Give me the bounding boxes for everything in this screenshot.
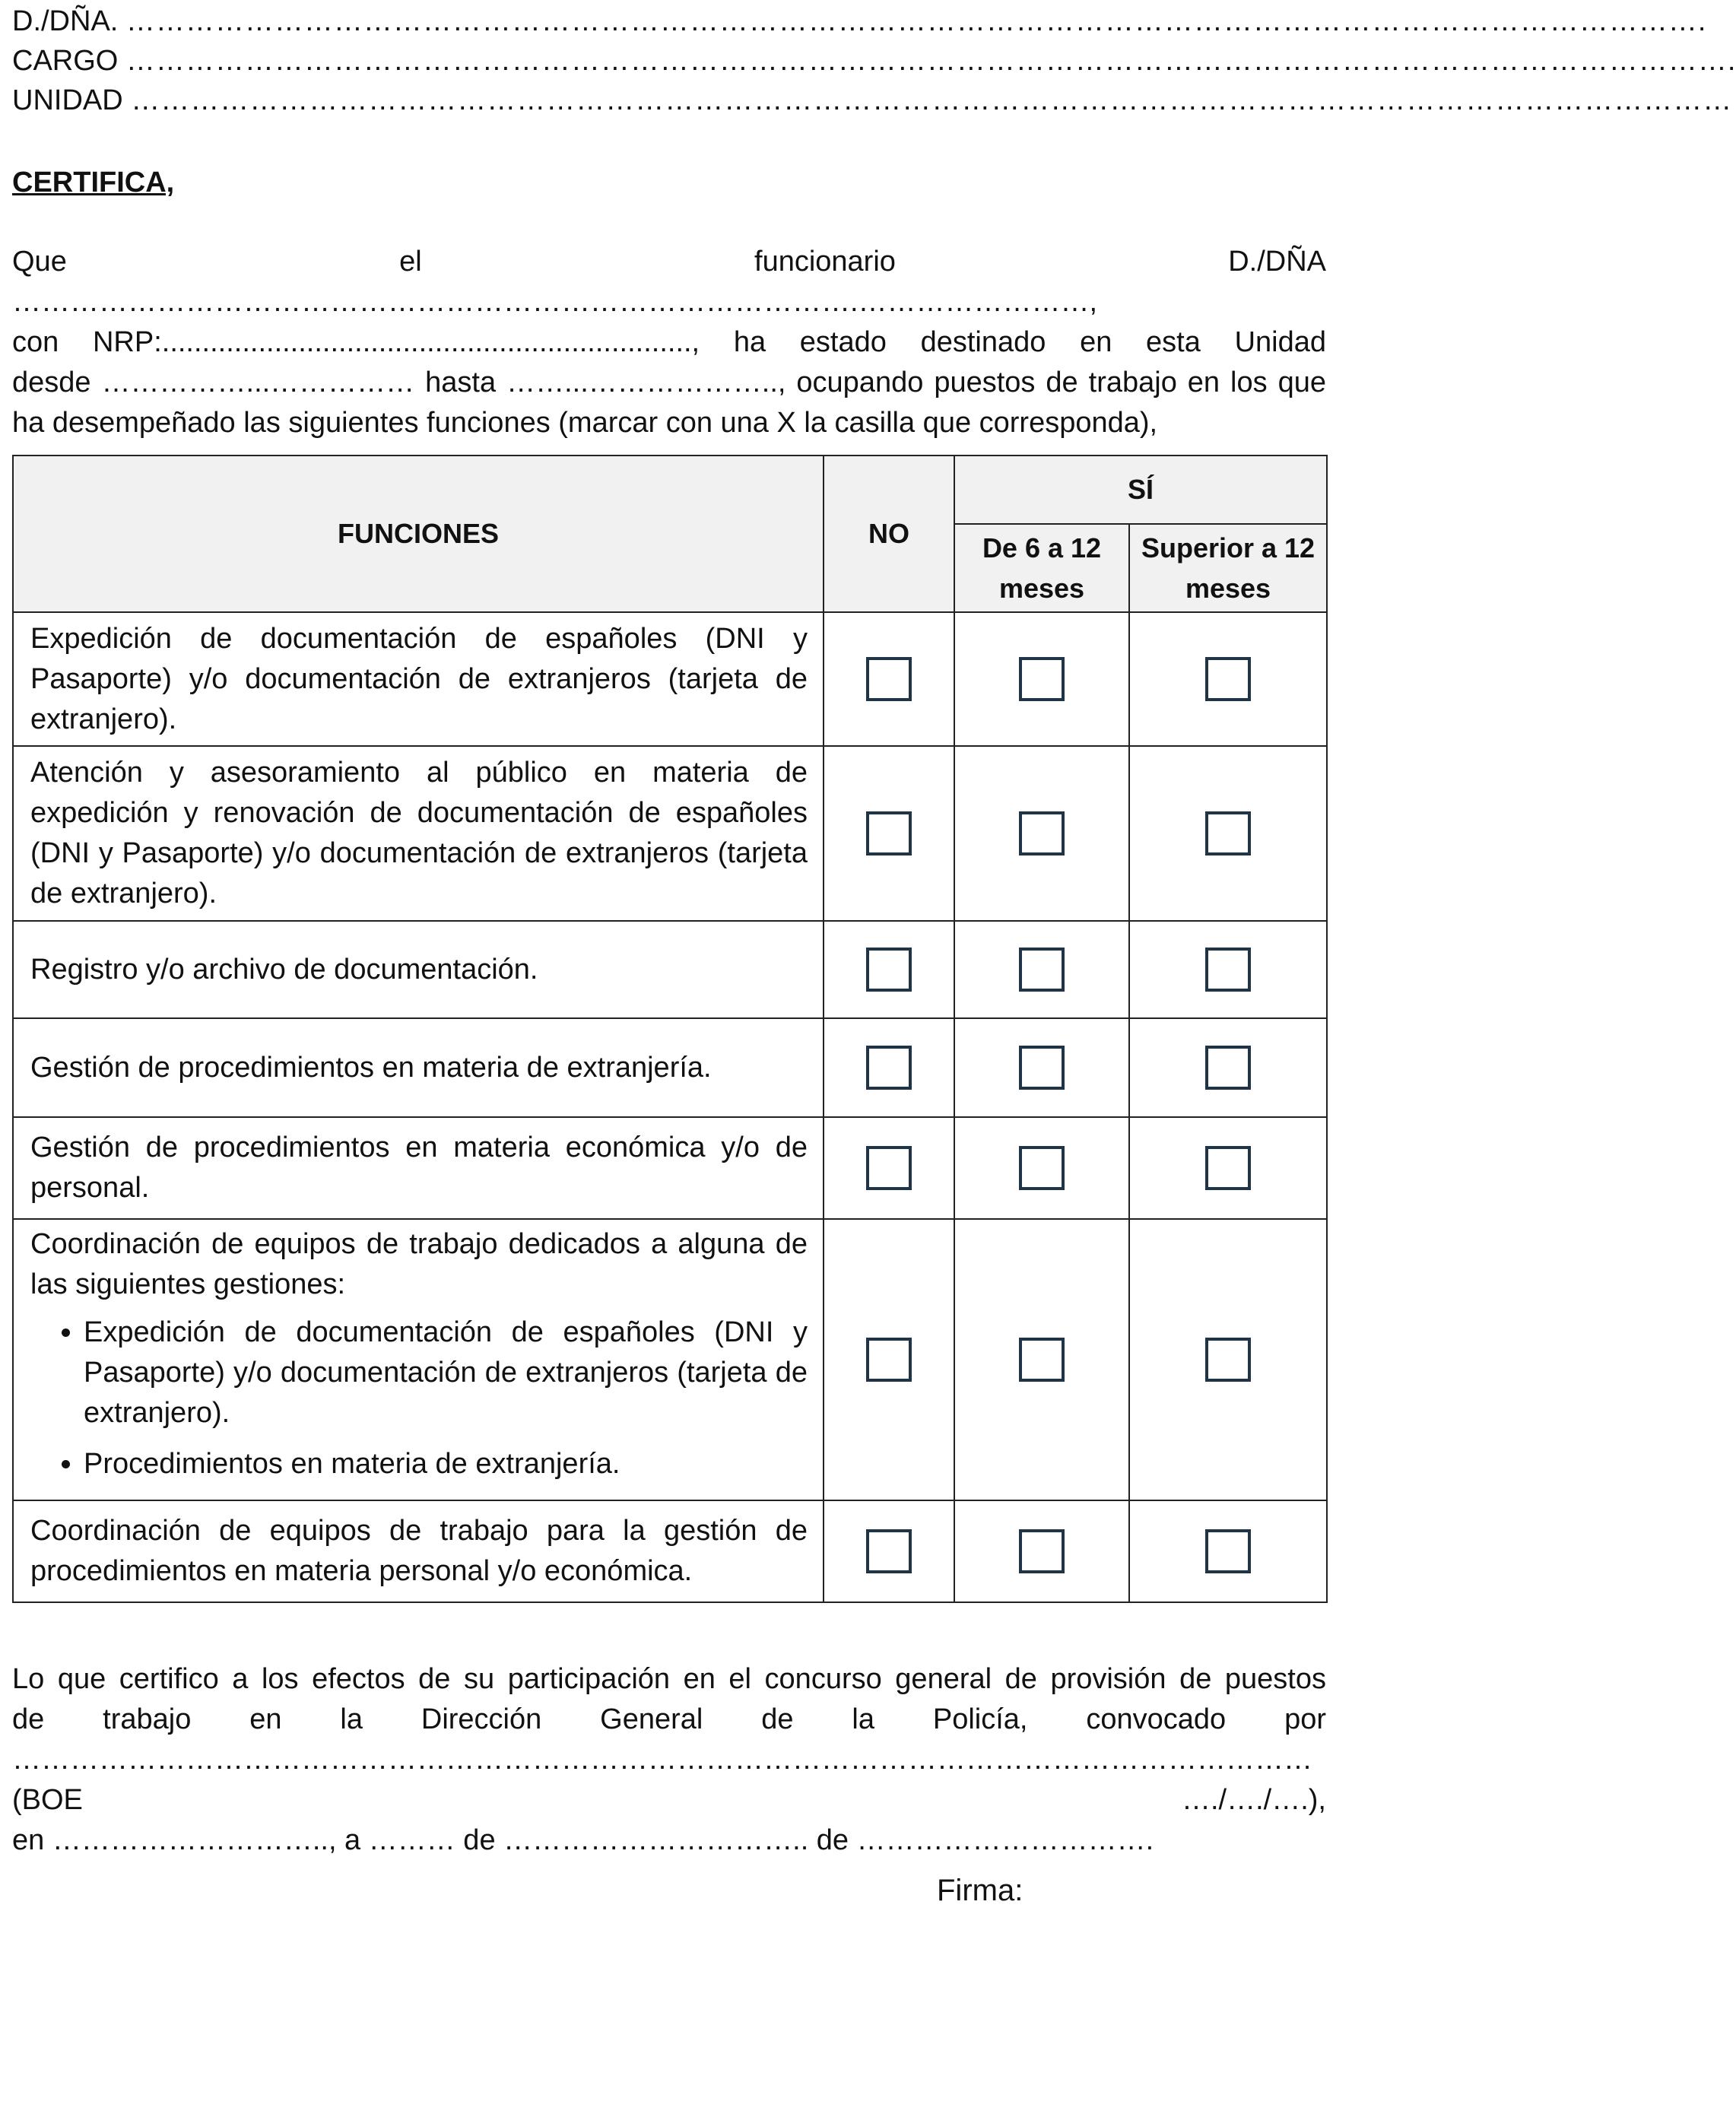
table-row — [13, 1117, 1327, 1219]
functions-table — [12, 455, 1328, 1603]
certifica-heading: CERTIFICA, — [12, 167, 175, 198]
checkbox-6-12[interactable] — [1019, 1529, 1065, 1573]
function-text: Coordinación de equipos de trabajo dedicados a alguna de las siguientes gestiones: — [30, 1228, 808, 1300]
table-row — [13, 1219, 1327, 1500]
checkbox-sup-12[interactable] — [1205, 657, 1251, 701]
closing-line-2: de trabajo en la Dirección General de la Policía, convocado por — [12, 1703, 1326, 1735]
table-row — [13, 921, 1327, 1018]
intro-paragraph — [12, 242, 1326, 443]
table-row — [13, 1018, 1327, 1117]
checkbox-sup-12[interactable] — [1205, 948, 1251, 992]
checkbox-no[interactable] — [866, 811, 912, 856]
col-header-sup-12: Superior a 12 meses — [1129, 524, 1327, 612]
function-text: Gestión de procedimientos en materia económica y/o de personal. — [13, 1117, 824, 1219]
col-header-no: NO — [824, 456, 954, 612]
unidad-field[interactable]: ……………………………………………………………………………………………………………………………………………… — [131, 84, 1733, 116]
checkbox-no[interactable] — [866, 1529, 912, 1573]
table-row — [13, 746, 1327, 921]
checkbox-6-12[interactable] — [1019, 1146, 1065, 1190]
closing-line-1: Lo que certifico a los efectos de su participación en el concurso general de provisión de puestos — [12, 1663, 1326, 1695]
name-field[interactable]: ……………………………………………………………………………………………………………………………………………. — [125, 5, 1707, 37]
checkbox-no[interactable] — [866, 1338, 912, 1382]
col-header-si: SÍ — [954, 456, 1327, 524]
checkbox-6-12[interactable] — [1019, 657, 1065, 701]
function-cell-with-list — [13, 1219, 824, 1500]
checkbox-sup-12[interactable] — [1205, 1046, 1251, 1090]
intro-line-2: con NRP:.................................................................., ha estado destinado en esta Unidad — [12, 326, 1326, 358]
intro-line-3: desde ……………...…………… hasta ……...……………….., ocupando puestos de trabajo en los que — [12, 367, 1326, 398]
function-text: Coordinación de equipos de trabajo para la gestión de procedimientos en materia personal y/o económica. — [13, 1500, 824, 1602]
checkbox-6-12[interactable] — [1019, 1046, 1065, 1090]
closing-line-3: ……………………………………………………………………………………………………………………… (BOE …./…./….), — [12, 1744, 1326, 1816]
col-header-funciones: FUNCIONES — [13, 456, 824, 612]
function-bullet-list — [30, 1313, 808, 1484]
list-item: • Procedimientos en materia de extranjería. — [84, 1444, 808, 1484]
signature-label: Firma: — [937, 1874, 1024, 1907]
cargo-line — [12, 40, 1736, 82]
unidad-line — [12, 79, 1733, 122]
function-text: Registro y/o archivo de documentación. — [13, 921, 824, 1018]
intro-line-4: ha desempeñado las siguientes funciones (marcar con una X la casilla que corresponda), — [12, 407, 1158, 439]
function-text: Expedición de documentación de españoles (DNI y Pasaporte) y/o documentación de extranjeros (tarjeta de extranjero). — [13, 612, 824, 746]
checkbox-sup-12[interactable] — [1205, 1529, 1251, 1573]
cargo-label: CARGO — [12, 45, 119, 77]
table-row — [13, 612, 1327, 746]
checkbox-6-12[interactable] — [1019, 948, 1065, 992]
name-line — [12, 0, 1707, 43]
name-label: D./DÑA. — [12, 5, 119, 37]
function-text: Gestión de procedimientos en materia de extranjería. — [13, 1018, 824, 1117]
function-text: Atención y asesoramiento al público en materia de expedición y renovación de documentación de españoles (DNI y Pasaporte) y/o documentación de extranjeros (tarjeta de extranjero). — [13, 746, 824, 921]
checkbox-no[interactable] — [866, 948, 912, 992]
checkbox-sup-12[interactable] — [1205, 1146, 1251, 1190]
col-header-6-12: De 6 a 12 meses — [954, 524, 1129, 612]
closing-paragraph — [12, 1659, 1326, 1861]
unidad-label: UNIDAD — [12, 84, 123, 116]
list-item: • Expedición de documentación de españoles (DNI y Pasaporte) y/o documentación de extranjeros (tarjeta de extranjero). — [84, 1313, 808, 1433]
checkbox-sup-12[interactable] — [1205, 811, 1251, 856]
intro-line-1: Que el funcionario D./DÑA …………………………………………………………………………….……………………, — [12, 246, 1326, 318]
closing-line-4: en ……………………….., a ……… de ………………………….. de …………………………. — [12, 1824, 1154, 1856]
checkbox-no[interactable] — [866, 1146, 912, 1190]
table-row — [13, 1500, 1327, 1602]
certificate-page — [12, 0, 1736, 443]
checkbox-no[interactable] — [866, 1046, 912, 1090]
cargo-field[interactable]: ………………………………………………………………………………………………………………………………………………. — [125, 45, 1736, 77]
checkbox-6-12[interactable] — [1019, 1338, 1065, 1382]
checkbox-no[interactable] — [866, 657, 912, 701]
checkbox-6-12[interactable] — [1019, 811, 1065, 856]
checkbox-sup-12[interactable] — [1205, 1338, 1251, 1382]
